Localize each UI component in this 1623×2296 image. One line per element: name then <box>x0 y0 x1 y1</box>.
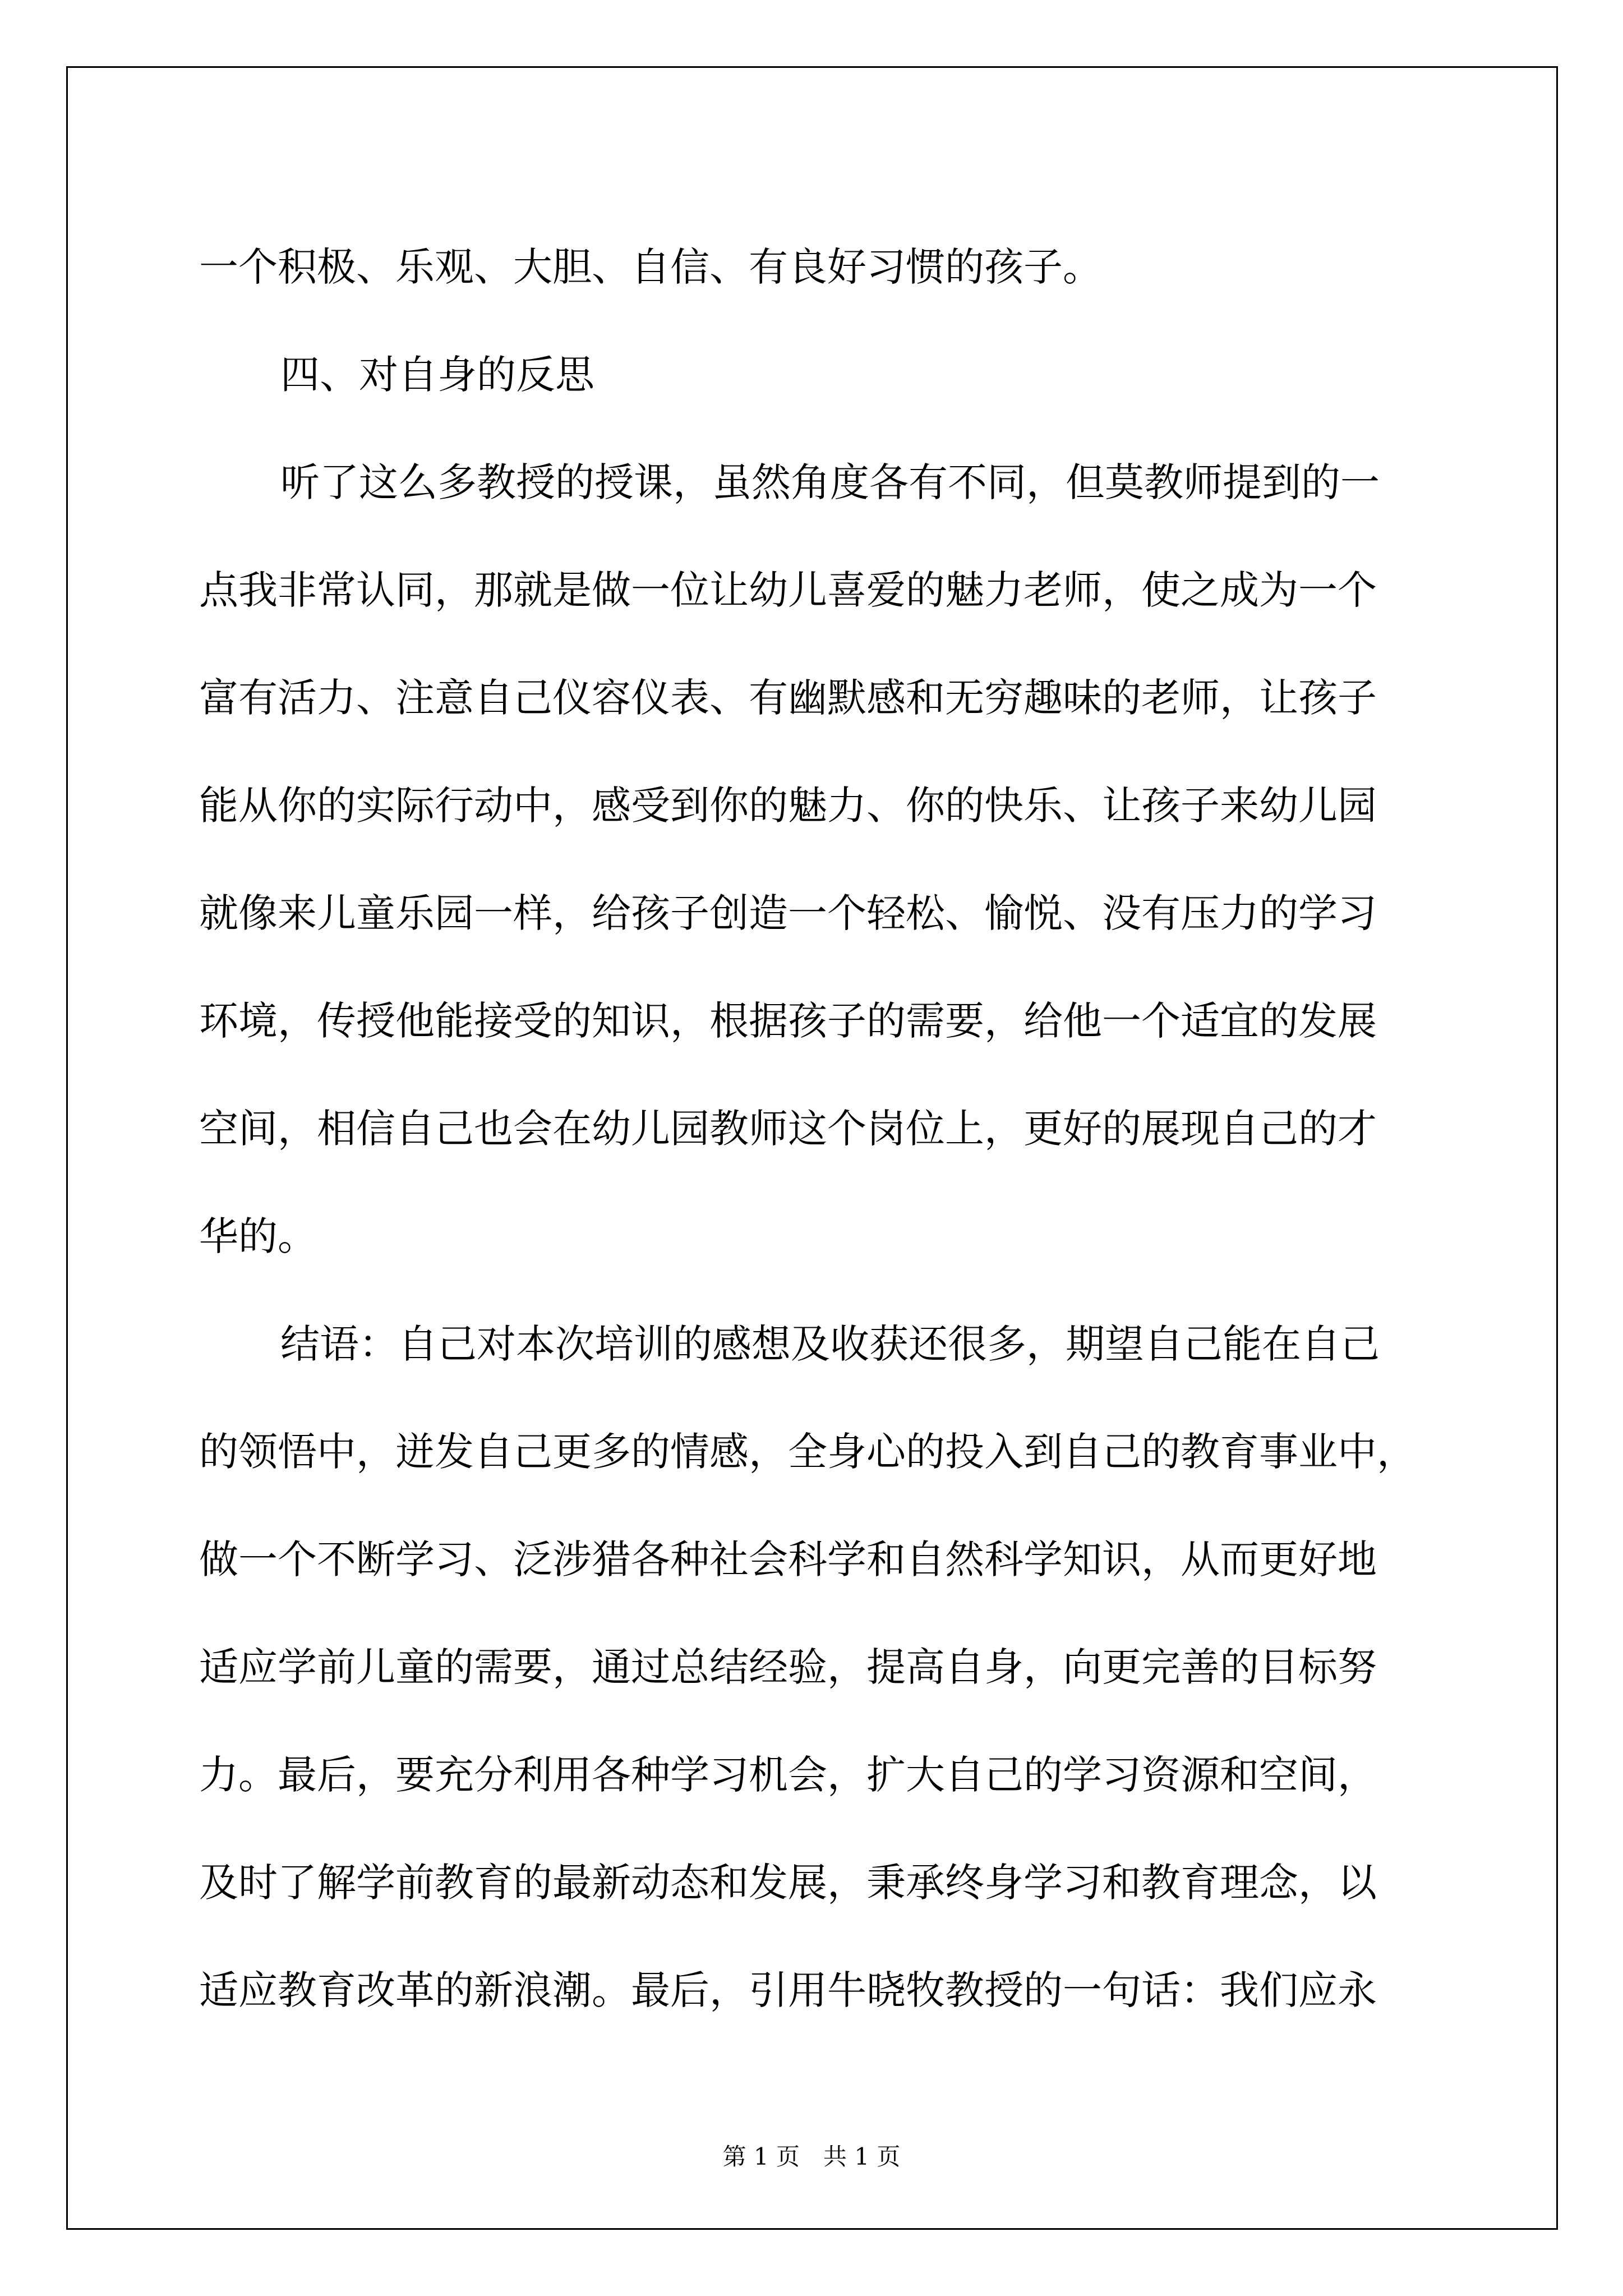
text-line: 适应学前儿童的需要，通过总结经验，提高自身，向更完善的目标努 <box>199 1644 1377 1690</box>
text-line: 环境，传授他能接受的知识，根据孩子的需要，给他一个适宜的发展 <box>199 998 1377 1044</box>
text-line: 结语：自己对本次培训的感想及收获还很多，期望自己能在自己 <box>280 1321 1380 1367</box>
text-line: 点我非常认同，那就是做一位让幼儿喜爱的魅力老师，使之成为一个 <box>199 567 1377 613</box>
text-line: 力。最后，要充分利用各种学习机会，扩大自己的学习资源和空间， <box>199 1752 1377 1798</box>
page-number-footer: 第 1 页 共 1 页 <box>722 2143 901 2170</box>
text-line: 适应教育改革的新浪潮。最后，引用牛晓牧教授的一句话：我们应永 <box>199 1967 1377 2013</box>
section-heading: 四、对自身的反思 <box>280 352 594 398</box>
text-line: 华的。 <box>199 1213 317 1259</box>
text-line: 能从你的实际行动中，感受到你的魅力、你的快乐、让孩子来幼儿园 <box>199 783 1377 829</box>
text-line: 一个积极、乐观、大胆、自信、有良好习惯的孩子。 <box>199 244 1102 290</box>
text-line: 空间，相信自己也会在幼儿园教师这个岗位上，更好的展现自己的才 <box>199 1106 1377 1152</box>
document-body <box>199 213 1433 2044</box>
text-line: 做一个不断学习、泛涉猎各种社会科学和自然科学知识，从而更好地 <box>199 1536 1377 1582</box>
text-line: 听了这么多教授的授课，虽然角度各有不同，但莫教师提到的一 <box>280 459 1380 505</box>
text-line: 富有活力、注意自己仪容仪表、有幽默感和无穷趣味的老师，让孩子 <box>199 675 1377 721</box>
text-line: 及时了解学前教育的最新动态和发展，秉承终身学习和教育理念，以 <box>199 1860 1377 1906</box>
text-line: 的领悟中，迸发自己更多的情感，全身心的投入到自己的教育事业中， <box>199 1429 1416 1475</box>
text-line: 就像来儿童乐园一样，给孩子创造一个轻松、愉悦、没有压力的学习 <box>199 890 1377 936</box>
